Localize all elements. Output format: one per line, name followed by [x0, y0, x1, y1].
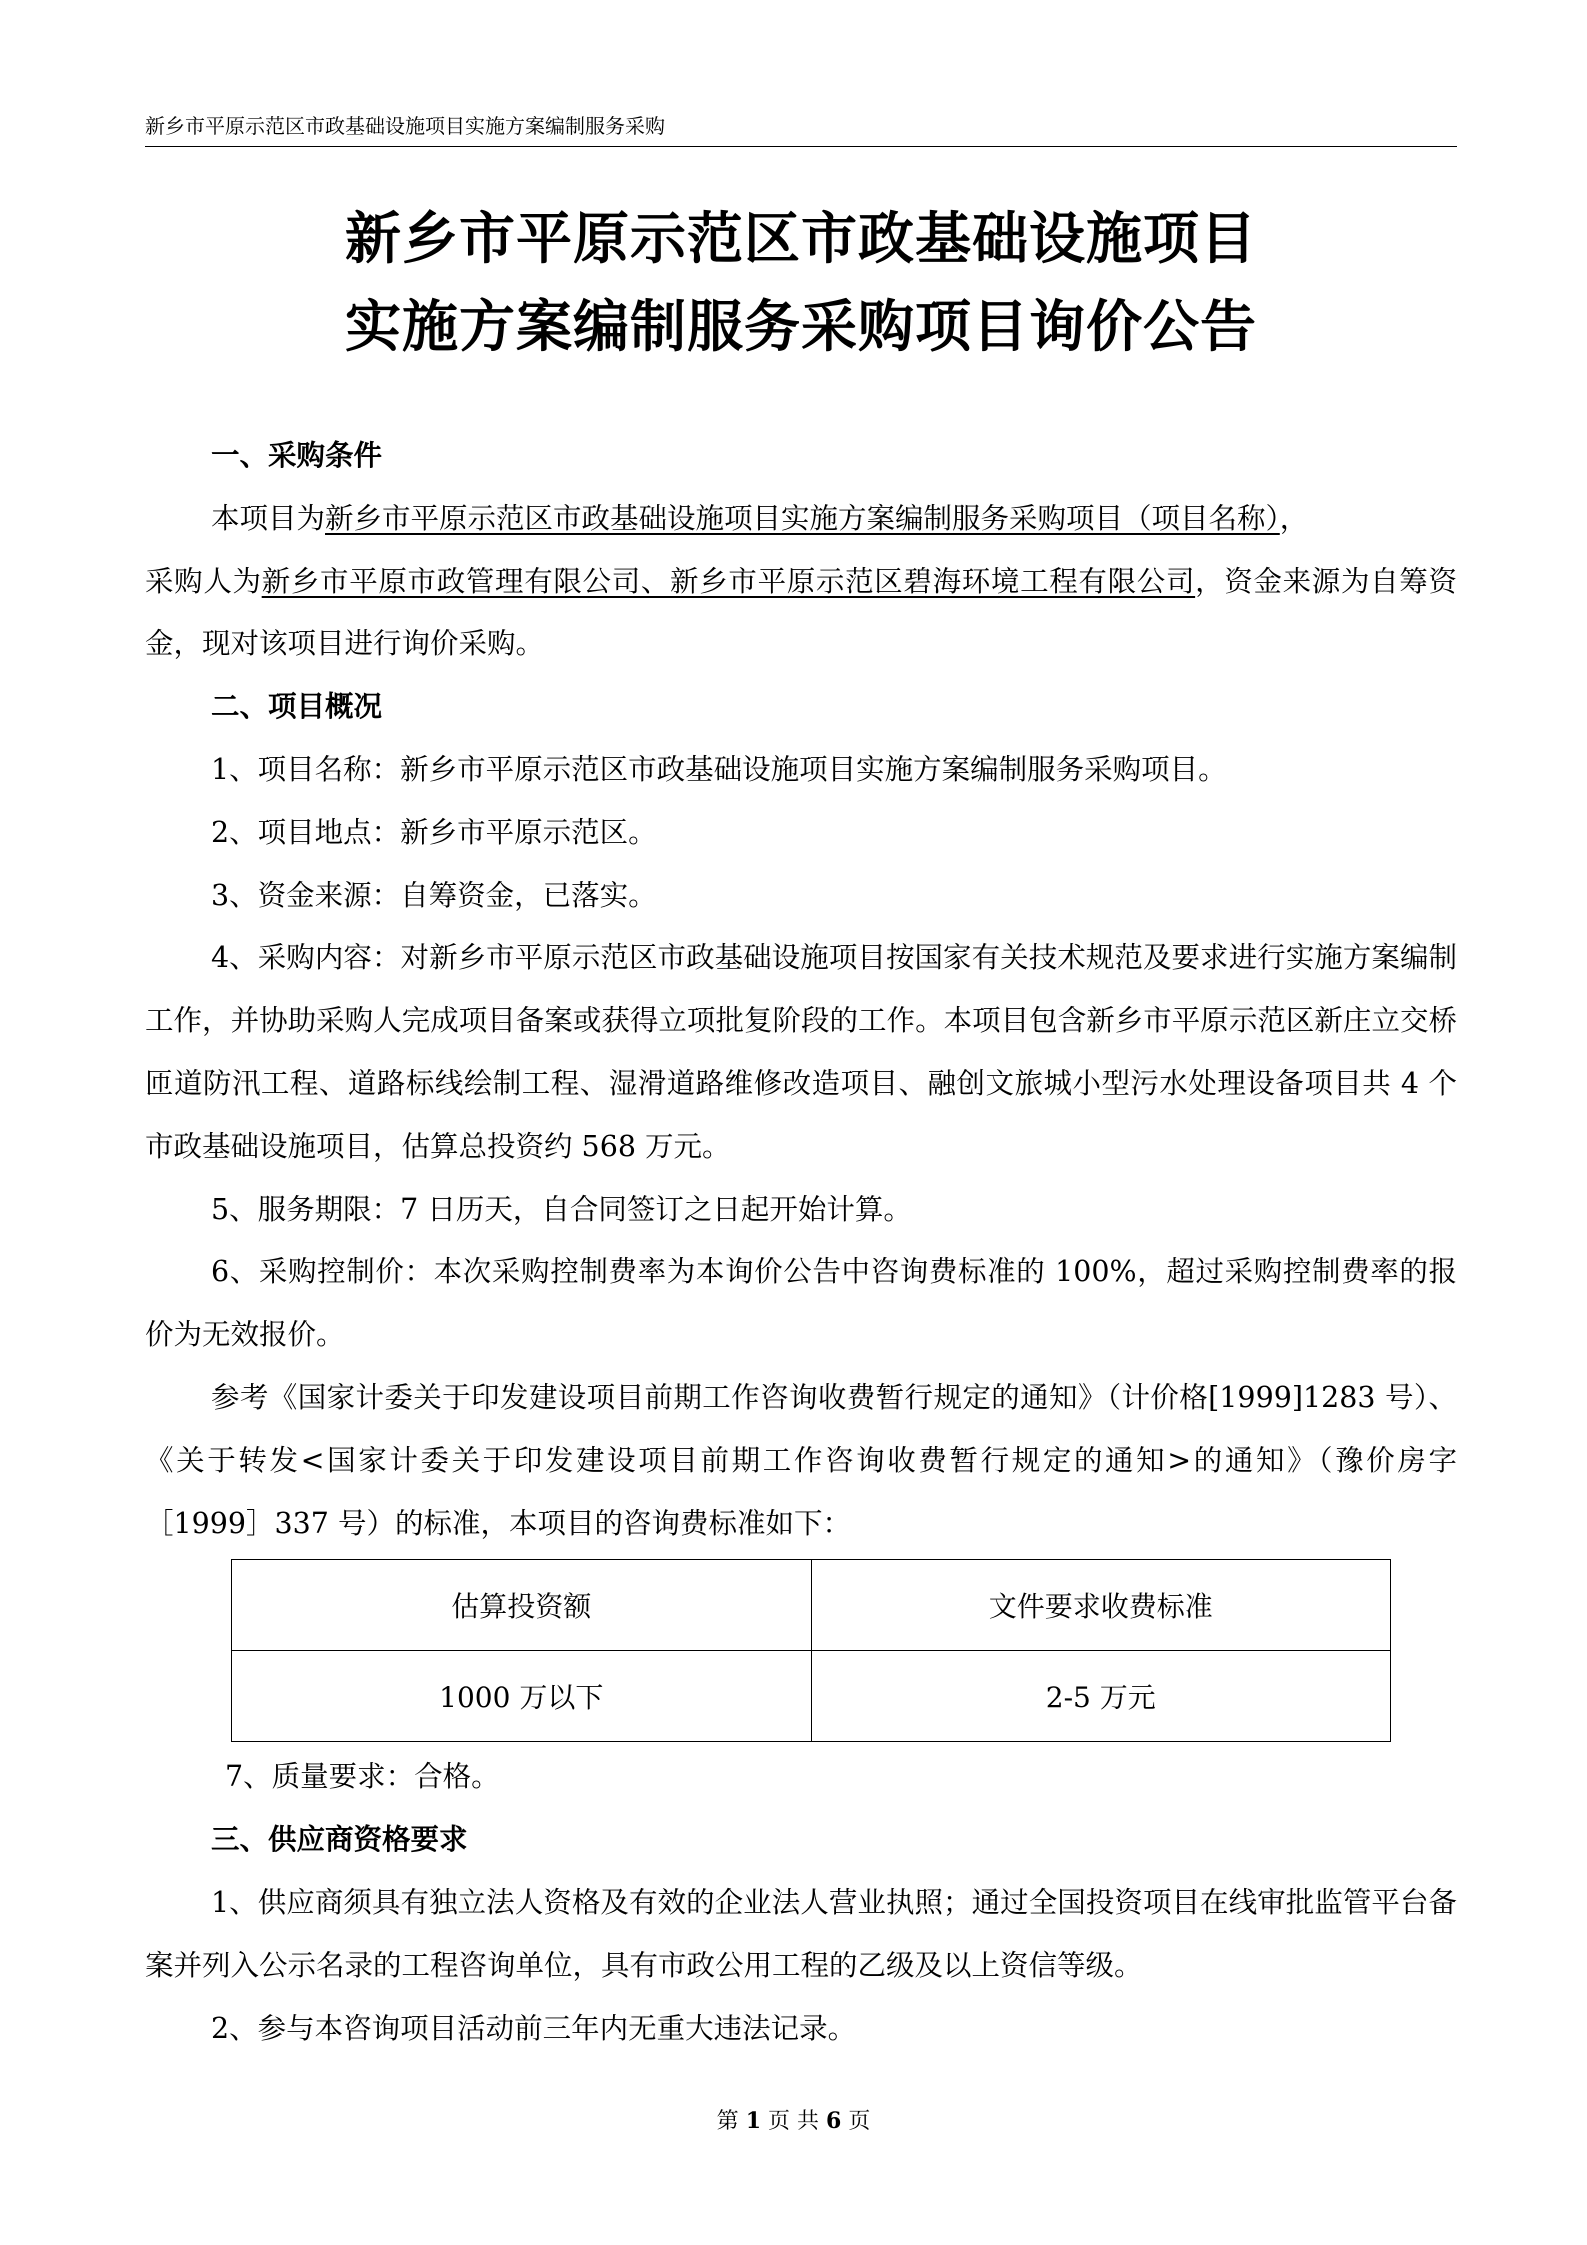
section-heading-3: 三、供应商资格要求: [211, 1823, 468, 1857]
item-supplier-qualification: 1、供应商须具有独立法人资格及有效的企业法人营业执照；通过全国投资项目在线审批监管平台备案并列入公示名录的工程咨询单位，具有市政公用工程的乙级及以上资信等级。: [145, 1885, 1457, 1982]
item-project-location: 2、项目地点：新乡市平原示范区。: [211, 815, 657, 849]
title-line-2: 实施方案编制服务采购项目询价公告: [345, 295, 1257, 360]
item-fund-source: 3、资金来源：自筹资金，已落实。: [211, 878, 657, 912]
item-purchase-content: 4、采购内容：对新乡市平原示范区市政基础设施项目按国家有关技术规范及要求进行实施方案编制工作，并协助采购人完成项目备案或获得立项批复阶段的工作。本项目包含新乡市平原示范区新庄立交桥匝道防汛工程、道路标线绘制工程、湿滑道路维修改造项目、融创文旅城小型污水处理设备项目共 4 个市政基础设施项目，估算总投资约 568 万元。: [145, 941, 1457, 1163]
text: ，: [1279, 501, 1309, 535]
item-service-period: 5、服务期限：7 日历天，自合同签订之日起开始计算。: [211, 1192, 912, 1226]
footer-text: 页: [848, 2109, 871, 2134]
page-footer: [0, 2104, 1587, 2135]
item-control-price: 6、采购控制价：本次采购控制费率为本询价公告中咨询费标准的 100%，超过采购控制费率的报价为无效报价。: [145, 1255, 1457, 1352]
total-page-number: 6: [826, 2108, 842, 2134]
item-project-name: 1、项目名称：新乡市平原示范区市政基础设施项目实施方案编制服务采购项目。: [211, 752, 1227, 786]
current-page-number: 1: [745, 2108, 761, 2134]
section-heading-1: 一、采购条件: [211, 439, 383, 472]
document-body: [145, 425, 1457, 2060]
item-quality: 7、质量要求：合格。: [225, 1760, 500, 1794]
text: 采购人为: [145, 564, 262, 598]
purchaser-underlined: 新乡市平原市政管理有限公司、新乡市平原示范区碧海环境工程有限公司: [261, 564, 1196, 598]
table-cell: 2-5 万元: [811, 1651, 1391, 1742]
item-no-violation: 2、参与本咨询项目活动前三年内无重大违法记录。: [211, 2011, 857, 2045]
footer-text: 第: [716, 2109, 739, 2134]
project-name-underlined: 新乡市平原示范区市政基础设施项目实施方案编制服务采购项目（项目名称）: [325, 501, 1280, 535]
title-line-1: 新乡市平原示范区市政基础设施项目: [345, 207, 1257, 272]
table-header-row: [232, 1560, 1391, 1651]
paragraph-reference: 参考《国家计委关于印发建设项目前期工作咨询收费暂行规定的通知》（计价格[1999]1283 号）、《关于转发<国家计委关于印发建设项目前期工作咨询收费暂行规定的通知>的通知》（豫价房字［1999］337 号）的标准，本项目的咨询费标准如下：: [145, 1380, 1457, 1540]
section-heading-2: 二、项目概况: [211, 690, 383, 724]
table-header-cell: 文件要求收费标准: [811, 1560, 1391, 1651]
table-header-cell: 估算投资额: [232, 1560, 812, 1651]
document-title: [145, 196, 1457, 372]
text: ，资金来源为自筹资金，现对该项目进行询价采购。: [145, 564, 1457, 661]
paragraph-purchase-condition: [145, 488, 1457, 551]
table-cell: 1000 万以下: [232, 1651, 812, 1742]
table-row: [232, 1651, 1391, 1742]
footer-text: 页 共: [768, 2109, 819, 2134]
paragraph-purchaser: [145, 551, 1457, 677]
text: 本项目为: [211, 501, 326, 535]
fee-standard-table: [231, 1559, 1391, 1742]
running-header: 新乡市平原示范区市政基础设施项目实施方案编制服务采购: [145, 112, 1457, 147]
